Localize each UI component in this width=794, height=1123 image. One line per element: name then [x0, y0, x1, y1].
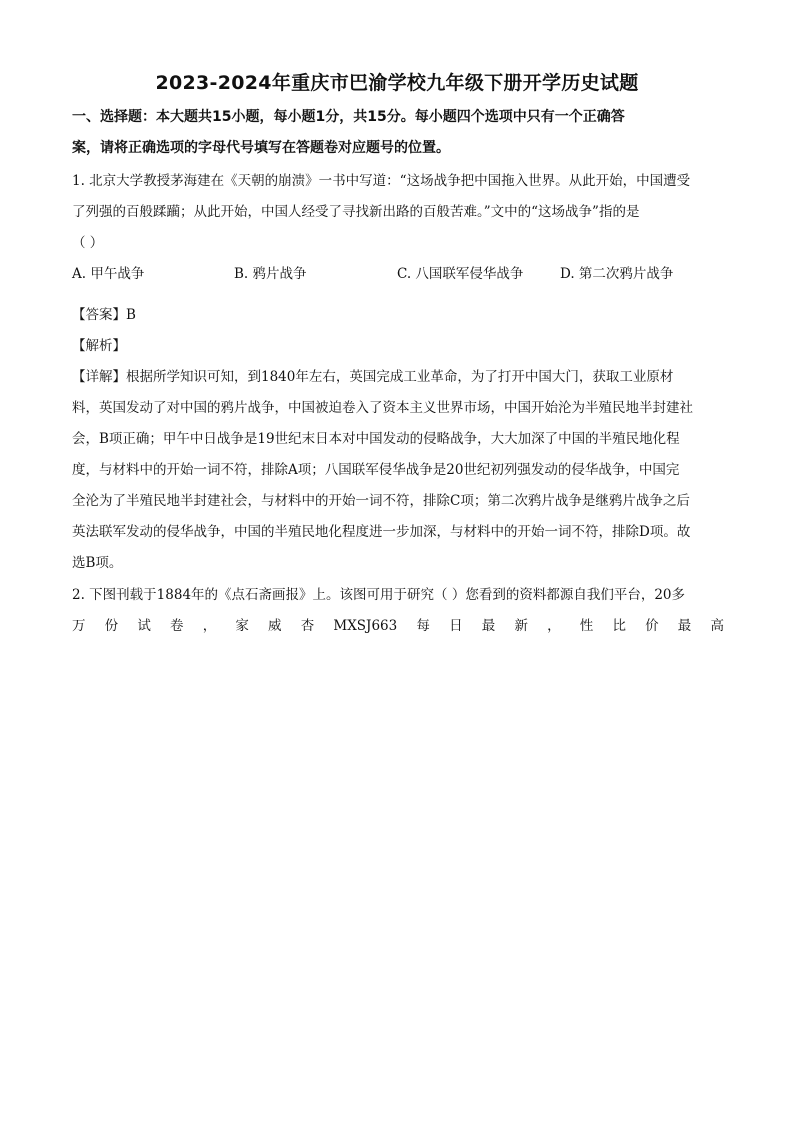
question-2-stem-line-1: 2. 下图刊载于1884年的《点石斋画报》上。该图可用于研究（ ）您看到的资料都源自我们平台，20多: [72, 587, 685, 603]
watermark-char: ，: [202, 618, 217, 634]
question-1-options: [72, 259, 724, 290]
watermark-char: 新: [514, 618, 528, 634]
watermark-char: 卷: [170, 618, 184, 634]
watermark-char: 份: [104, 618, 119, 634]
option-a: A. 甲午战争: [72, 266, 145, 282]
watermark-char: ，: [547, 618, 561, 634]
question-2: [72, 580, 724, 642]
watermark-char: 每: [416, 618, 430, 634]
watermark-char: 杏: [300, 618, 315, 634]
detail-line: 全沦为了半殖民地半封建社会，与材料中的开始一词不符，排除C项；第二次鸦片战争是继鸦片战争之后: [72, 493, 690, 509]
watermark-char: 最: [677, 618, 692, 634]
question-1: [72, 166, 724, 290]
question-2-watermark-line: [72, 611, 724, 642]
watermark-char: 比: [612, 618, 626, 634]
detail-line: 料，英国发动了对中国的鸦片战争，中国被迫卷入了资本主义世界市场，中国开始沦为半殖民地半封建社: [72, 400, 693, 416]
question-1-stem-line-2: 了列强的百般蹂躏；从此开始，中国人经受了寻找新出路的百般苦难。”文中的“这场战争”指的是: [72, 204, 640, 220]
page-title: 2023-2024年重庆市巴渝学校九年级下册开学历史试题: [155, 72, 639, 94]
watermark-char: 家: [235, 618, 249, 634]
detail-line: 度，与材料中的开始一词不符，排除A项；八国联军侵华战争是20世纪初列强发动的侵华战争，中国完: [72, 462, 680, 478]
detail-explanation: [72, 362, 724, 579]
watermark-char: 最: [481, 618, 496, 634]
section-heading-line-1: 一、选择题：本大题共15小题，每小题1分，共15分。每小题四个选项中只有一个正确答: [72, 109, 625, 125]
watermark-char: 试: [137, 618, 151, 634]
detail-line: 选B项。: [72, 555, 123, 571]
watermark-code: MXSJ663: [333, 618, 398, 634]
option-d: D. 第二次鸦片战争: [560, 266, 674, 282]
section-heading: [72, 102, 724, 164]
detail-line: 英法联军发动的侵华战争，中国的半殖民地化程度进一步加深，与材料中的开始一词不符，排除D项。故: [72, 524, 691, 540]
analysis-label: 【解析】: [72, 338, 126, 354]
question-1-stem-line-1: 1. 北京大学教授茅海建在《天朝的崩溃》一书中写道：“这场战争把中国拖入世界。从此开始，中国遭受: [72, 173, 691, 189]
watermark-char: 性: [579, 618, 594, 634]
watermark-char: 万: [72, 618, 86, 634]
question-1-blank: （ ）: [72, 235, 104, 251]
answer-section: [72, 300, 724, 362]
watermark-char: 日: [449, 618, 463, 634]
watermark-char: 高: [710, 618, 724, 634]
detail-line: 会，B项正确；甲午中日战争是19世纪末日本对中国发动的侵略战争，大大加深了中国的半殖民地化程: [72, 431, 680, 447]
answer-line: 【答案】B: [72, 307, 136, 323]
option-b: B. 鸦片战争: [234, 266, 307, 282]
section-heading-line-2: 案，请将正确选项的字母代号填写在答题卷对应题号的位置。: [72, 140, 450, 156]
watermark-char: 价: [645, 618, 659, 634]
detail-line: 【详解】根据所学知识可知，到1840年左右，英国完成工业革命，为了打开中国大门，获取工业原材: [72, 369, 674, 385]
watermark-char: 威: [268, 618, 282, 634]
option-c: C. 八国联军侵华战争: [397, 266, 524, 282]
